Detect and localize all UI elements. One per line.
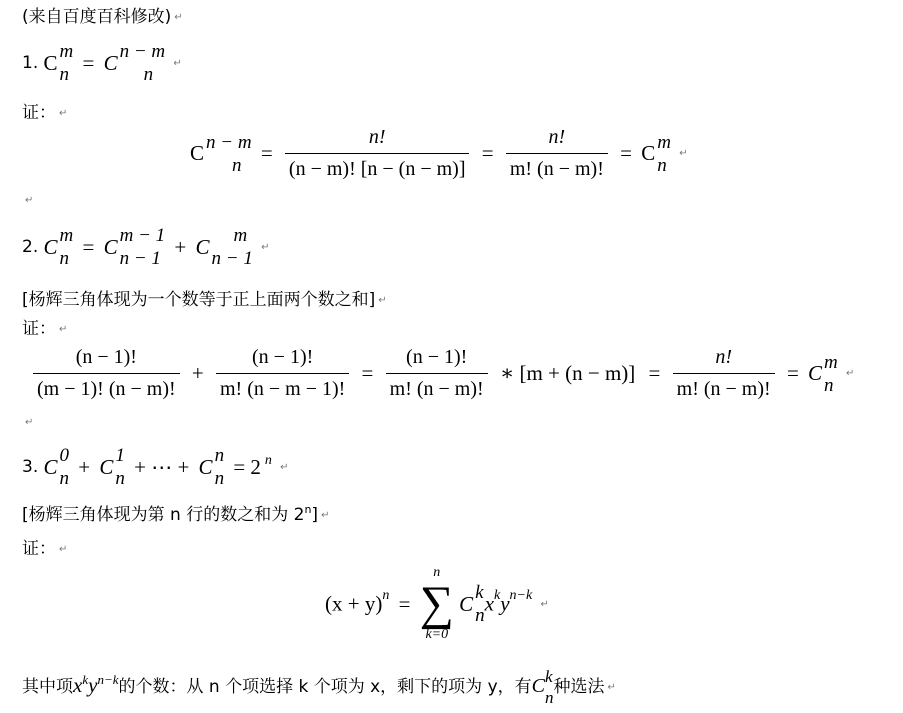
- source-note: (来自百度百科修改) ↵: [22, 7, 183, 27]
- proof-label-1: 证： ↵: [22, 103, 68, 123]
- empty-paragraph: ↵: [25, 417, 34, 428]
- proof-label-3: 证： ↵: [22, 539, 68, 559]
- fraction: $\frac{n!}{(n - m)! [n - (n - m)]}$: [285, 126, 470, 181]
- identity-1: 1. C m n = C n − m n ↵: [22, 41, 182, 85]
- note-2: [杨辉三角体现为一个数等于正上面两个数之和] ↵: [22, 290, 387, 310]
- fraction: $\frac{(n - 1)!}{(m - 1)! (n - m)!}$: [33, 346, 180, 401]
- item-number: 1.: [22, 52, 39, 73]
- combination-symbol: C: [103, 50, 118, 75]
- proof-2-equation: $\frac{(n - 1)!}{(m - 1)! (n - m)!}$ + $\frac{(n - 1)!}{m! (n - m - 1)!}$ = $\frac{(n - 1)!}{m! (n - m)!}$ ∗ [m + (n − m)] = $\frac{n!}{m! (n - m)!}$ = C m n ↵: [30, 346, 854, 401]
- note-3: [杨辉三角体现为第 n 行的数之和为 2$^n$] ↵: [22, 503, 330, 525]
- summation-symbol: n ∑ k=0: [419, 565, 454, 642]
- proof-label-2: 证： ↵: [22, 319, 68, 339]
- combination-symbol: C: [43, 50, 58, 75]
- fraction: $\frac{n!}{m! (n - m)!}$: [673, 346, 775, 401]
- final-explanation: 其中项$x^ky^{n-k}$的个数：从 n 个项选择 k 个项为 x，剩下的项为 y，有C k n 种选法 ↵: [22, 667, 616, 707]
- binomial-theorem-equation: $(x + y)^n$ = n ∑ k=0 C k n $x^ky^{n-k}$ ↵: [325, 565, 549, 642]
- fraction: $\frac{n!}{m! (n - m)!}$: [506, 126, 608, 181]
- fraction: $\frac{(n - 1)!}{m! (n - m - 1)!}$: [216, 346, 349, 401]
- empty-paragraph: ↵: [25, 195, 34, 206]
- identity-3: 3. C 0 n + C 1 n + ⋯ + C n n = 2 $^n$ ↵: [22, 445, 289, 489]
- identity-2: 2. C m n = C m − 1 n − 1 + C m n − 1 ↵: [22, 225, 270, 269]
- proof-1-equation: C n − m n = $\frac{n!}{(n - m)! [n - (n - m)]}$ = $\frac{n!}{m! (n - m)!}$ = C m n ↵: [190, 126, 688, 180]
- fraction: $\frac{(n - 1)!}{m! (n - m)!}$: [386, 346, 488, 401]
